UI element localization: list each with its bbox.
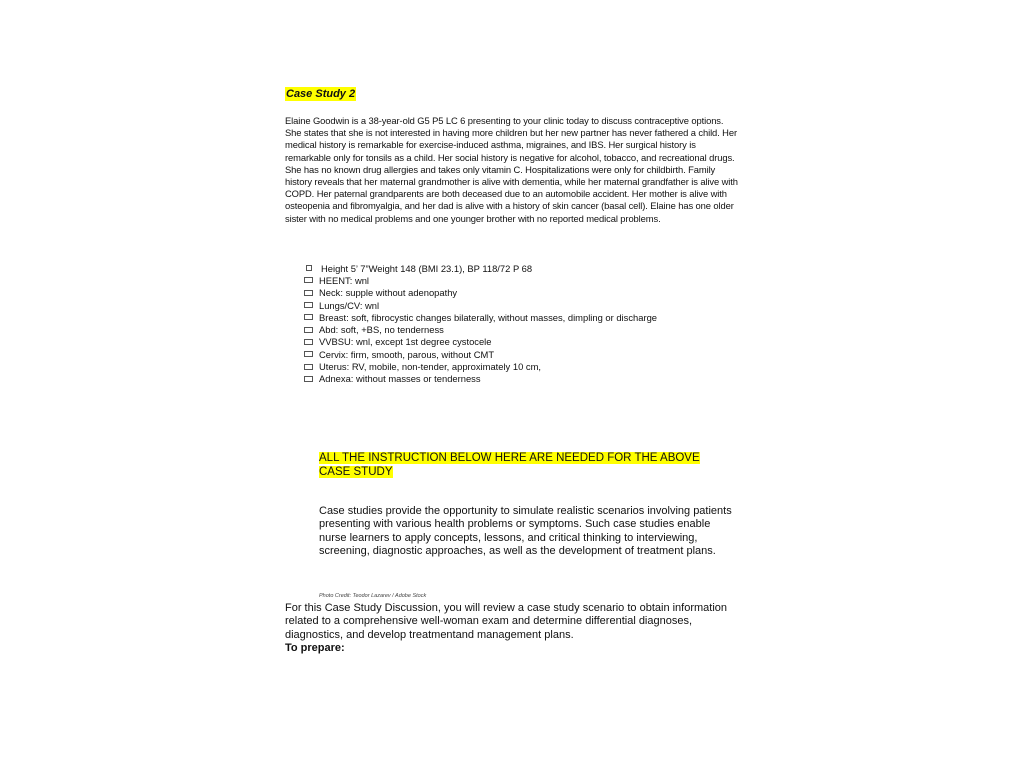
case-narrative: Elaine Goodwin is a 38-year-old G5 P5 LC 6 presenting to your clinic today to discuss contraceptive options. She states that she is not interested in having more children but her new partner has never fathered a child. Her medical history is remarkable for exercise-induced asthma, migraines, and IBS. Her surgical history is remarkable only for tonsils as a child. Her social history is negative for alcohol, tobacco, and recreational drugs. She has no known drug allergies and takes only vitamin C. Hospitalizations were only for childbirth. Family history reveals that her maternal grandmother is alive with dementia, while her maternal grandfather is alive with COPD. Her paternal grandparents are both deceased due to an automobile accident. Her mother is alive with osteopenia and fibromyalgia, and her dad is alive with a history of skin cancer (basal cell). Elaine has one older sister with no medical problems and one younger brother with no reported medical problems. — [285, 115, 738, 224]
task-paragraph: For this Case Study Discussion, you will review a case study scenario to obtain information related to a comprehensive well-woman exam and determine differential diagnoses, diagnostics, and develop treatmentand management plans. — [285, 602, 728, 641]
list-item: Height 5’ 7”Weight 148 (BMI 23.1), BP 118/72 P 68 — [304, 262, 744, 274]
list-item: VVBSU: wnl, except 1st degree cystocele — [304, 336, 744, 348]
list-item: Lungs/CV: wnl — [304, 299, 744, 311]
bullet-box-icon — [304, 351, 313, 357]
bullet-box-icon — [304, 290, 313, 296]
bullet-box-icon — [304, 302, 313, 308]
list-item: Neck: supple without adenopathy — [304, 287, 744, 299]
list-item: Adnexa: without masses or tenderness — [304, 373, 744, 385]
bullet-box-icon — [304, 364, 313, 370]
list-item: Cervix: firm, smooth, parous, without CMT — [304, 348, 744, 360]
case-study-title: Case Study 2 — [286, 88, 356, 100]
bullet-box-icon — [304, 339, 313, 345]
bullet-box-icon — [304, 327, 313, 333]
instruction-notice: ALL THE INSTRUCTION BELOW HERE ARE NEEDED FOR THE ABOVE CASE STUDY — [319, 452, 700, 478]
prepare-heading: To prepare: — [285, 642, 345, 654]
exam-findings-list — [304, 262, 744, 385]
bullet-box-icon — [306, 265, 312, 271]
list-item: HEENT: wnl — [304, 274, 744, 286]
bullet-box-icon — [304, 277, 313, 283]
photo-credit: Photo Credit: Teodor Lazarev / Adobe Stock — [319, 593, 427, 599]
list-item: Breast: soft, fibrocystic changes bilaterally, without masses, dimpling or discharge — [304, 311, 744, 323]
list-item: Uterus: RV, mobile, non-tender, approximately 10 cm, — [304, 360, 744, 372]
bullet-box-icon — [304, 314, 313, 320]
list-item: Abd: soft, +BS, no tenderness — [304, 323, 744, 335]
bullet-box-icon — [304, 376, 313, 382]
intro-paragraph: Case studies provide the opportunity to simulate realistic scenarios involving patients presenting with various health problems or symptoms. Such case studies enable nurse learners to apply concepts, lessons, and critical thinking to interviewing, screening, diagnostic approaches, as well as the development of treatment plans. — [319, 505, 732, 557]
